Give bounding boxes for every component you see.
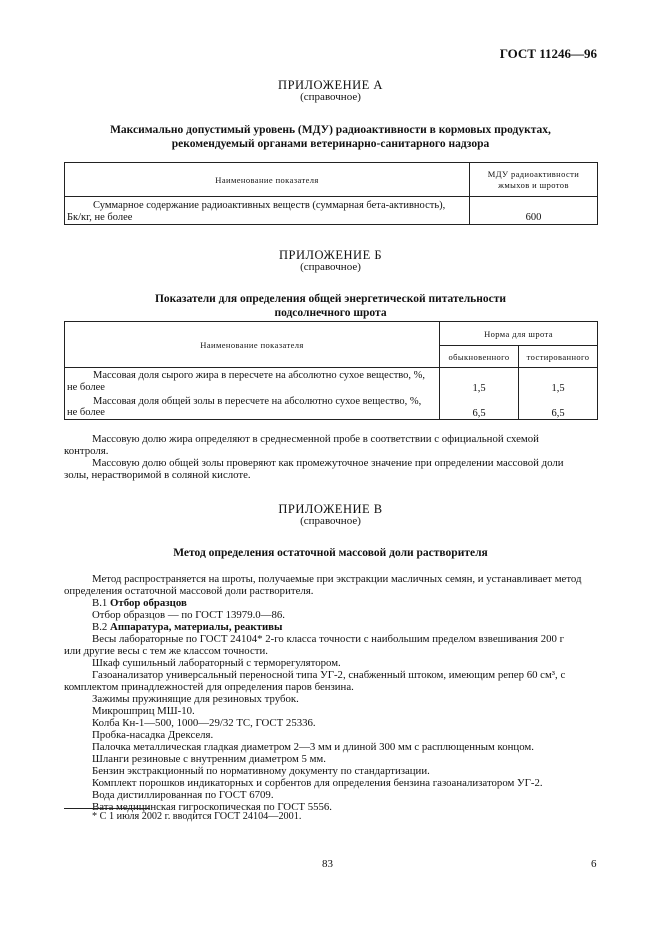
annex-b-row2-line1: Массовая доля общей золы в пересчете на абсолютно сухое вещество, %, <box>93 395 422 407</box>
annex-a-heading <box>60 123 601 151</box>
annex-b-heading <box>60 292 601 320</box>
section-b1-text: Отбор образцов — по ГОСТ 13979.0—86. <box>92 609 285 621</box>
annex-v-intro-line1: Метод распространяется на шроты, получаемые при экстракции масличных семян, и устанавливает метод <box>92 573 582 585</box>
annex-b-note1-line2: контроля. <box>64 445 109 457</box>
annex-b-row1-label <box>65 368 440 394</box>
annex-v-intro-line2: определения остаточной массовой доли растворителя. <box>64 585 314 597</box>
annex-b-heading-line2: подсолнечного шрота <box>274 307 387 319</box>
annex-a-col2-header-line1: МДУ радиоактивности <box>487 168 580 179</box>
annex-b-title: ПРИЛОЖЕНИЕ Б <box>278 248 383 262</box>
annex-a-heading-line1: Максимально допустимый уровень (МДУ) радиоактивности в кормовых продуктах, <box>110 124 551 136</box>
footnote: * С 1 июля 2002 г. вводится ГОСТ 24104—2001. <box>92 811 302 822</box>
annex-b-sub-header-2: тостированного <box>519 346 598 368</box>
annex-b-row1-line1: Массовая доля сырого жира в пересчете на абсолютно сухое вещество, %, <box>93 370 426 381</box>
annex-b-row2-v2: 6,5 <box>519 394 598 420</box>
item-syringe: Микрошприц МШ-10. <box>92 705 195 717</box>
annex-b-row1-v1: 1,5 <box>440 368 519 394</box>
section-b2-number: В.2 <box>92 621 108 633</box>
annex-v-subtitle: (справочное) <box>300 515 361 527</box>
annex-b-sub-header-1: обыкновенного <box>440 346 519 368</box>
item-scales-line2: или другие весы с тем же классом точности. <box>64 645 268 657</box>
annex-b-row2-v1: 6,5 <box>440 394 519 420</box>
annex-b-row1-v2: 1,5 <box>519 368 598 394</box>
annex-b-row2-line2: не более <box>67 407 105 418</box>
annex-a-table <box>64 162 598 225</box>
table-row <box>65 394 598 420</box>
item-gas-analyzer-line2: комплектом принадлежностей для определения паров бензина. <box>64 681 354 693</box>
annex-v-heading: Метод определения остаточной массовой доли растворителя <box>173 547 488 559</box>
annex-b-table <box>64 321 598 420</box>
annex-a-row-line1: Суммарное содержание радиоактивных веществ (суммарная бета-активность), <box>93 200 446 211</box>
item-kit: Комплект порошков индикаторных и сорбентов для определения бензина газоанализатором УГ-2. <box>92 777 543 789</box>
item-benzine: Бензин экстракционный по нормативному документу по стандартизации. <box>92 765 430 777</box>
page-number: 83 <box>322 858 333 870</box>
section-b1-heading <box>92 597 187 610</box>
sheet-number: 6 <box>591 858 597 870</box>
item-cabinet: Шкаф сушильный лабораторный с терморегулятором. <box>92 657 341 669</box>
section-b1-number: В.1 <box>92 597 108 609</box>
item-hoses: Шланги резиновые с внутренним диаметром 5 мм. <box>92 753 326 765</box>
annex-a-row-line2: Бк/кг, не более <box>67 212 133 223</box>
item-stopper: Пробка-насадка Дрекселя. <box>92 729 214 741</box>
annex-b-note2-line1: Массовую долю общей золы проверяют как промежуточное значение при определении массовой доли <box>92 457 564 469</box>
table-row <box>65 197 598 225</box>
section-b2-title: Аппаратура, материалы, реактивы <box>110 621 283 633</box>
annex-b-col1-header: Наименование показателя <box>65 322 440 368</box>
section-b1-title: Отбор образцов <box>110 597 187 609</box>
annex-b-note1-line1: Массовую долю жира определяют в среднесменной пробе в соответствии с официальной схемой <box>92 433 539 445</box>
annex-a-col1-header: Наименование показателя <box>65 163 470 197</box>
footnote-rule <box>64 808 150 809</box>
item-scales-line1: Весы лабораторные по ГОСТ 24104* 2-го класса точности с наибольшим пределом взвешивания 200 г <box>92 633 565 645</box>
item-water: Вода дистиллированная по ГОСТ 6709. <box>92 789 274 801</box>
annex-b-group-header: Норма для шрота <box>440 322 598 346</box>
annex-a-col2-header-line2: жмыхов и шротов <box>498 179 569 190</box>
annex-a-heading-line2: рекомендуемый органами ветеринарно-санитарного надзора <box>171 138 490 150</box>
table-row <box>65 368 598 394</box>
annex-b-row1-line2: не более <box>67 381 105 393</box>
item-stick: Палочка металлическая гладкая диаметром 2—3 мм и длиной 300 мм с расплющенным концом. <box>92 741 534 753</box>
item-cotton: Вата медицинская гигроскопическая по ГОСТ 5556. <box>92 801 333 813</box>
annex-b-row2-label <box>65 394 440 420</box>
item-clamps: Зажимы пружинящие для резиновых трубок. <box>92 693 299 705</box>
annex-a-subtitle: (справочное) <box>300 91 361 103</box>
annex-a-row-label <box>65 197 470 225</box>
annex-a-row-value: 600 <box>470 197 598 225</box>
annex-a-col2-header <box>470 163 598 197</box>
annex-b-heading-line1: Показатели для определения общей энергетической питательности <box>154 293 507 305</box>
annex-v-title: ПРИЛОЖЕНИЕ В <box>278 502 383 516</box>
item-gas-analyzer-line1: Газоанализатор универсальный переносной типа УГ-2, снабженный штоком, имеющим репер 60 см³, с <box>92 669 566 681</box>
annex-b-subtitle: (справочное) <box>300 261 361 273</box>
standard-code: ГОСТ 11246—96 <box>499 46 597 61</box>
item-flask: Колба Кн-1—500, 1000—29/32 ТС, ГОСТ 25336. <box>92 717 316 729</box>
annex-a-title: ПРИЛОЖЕНИЕ А <box>278 78 383 92</box>
annex-b-note2-line2: золы, нерастворимой в соляной кислоте. <box>64 469 251 481</box>
section-b2-heading <box>92 621 282 634</box>
